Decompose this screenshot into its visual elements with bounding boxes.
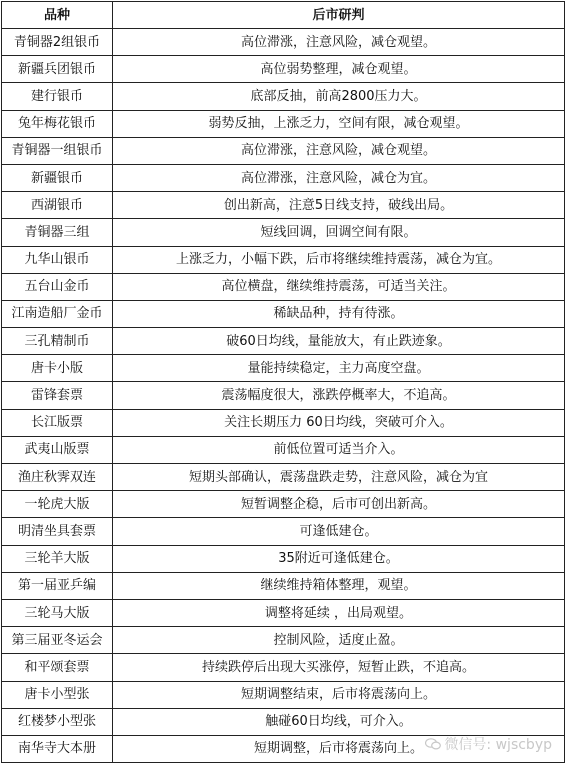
outlook-cell: 高位滞涨，注意风险，减仓观望。 [113,137,565,164]
table-row [2,29,565,56]
variety-cell: 第三届亚冬运会 [2,627,113,654]
outlook-cell: 高位弱势整理，减仓观望。 [113,56,565,83]
variety-cell: 新疆银币 [2,164,113,191]
table-row [2,110,565,137]
table-row [2,464,565,491]
outlook-cell: 高位横盘，继续维持震荡，可适当关注。 [113,273,565,300]
outlook-cell: 高位滞涨，注意风险，减仓观望。 [113,29,565,56]
variety-cell: 明清坐具套票 [2,518,113,545]
table-row [2,164,565,191]
variety-cell: 南华寺大本册 [2,735,113,762]
outlook-cell: 短暂调整企稳，后市可创出新高。 [113,491,565,518]
variety-cell: 建行银币 [2,83,113,110]
watermark [425,734,552,754]
table-row [2,273,565,300]
table-row [2,56,565,83]
outlook-cell: 短期调整结束，后市将震荡向上。 [113,681,565,708]
wechat-icon [425,738,441,750]
variety-cell: 渔庄秋霁双连 [2,464,113,491]
variety-cell: 三轮马大版 [2,599,113,626]
watermark-text: 微信号: wjscbyp [444,737,552,753]
outlook-cell: 短线回调，回调空间有限。 [113,219,565,246]
variety-cell: 西湖银币 [2,192,113,219]
outlook-cell: 短期调整，后市将震荡向上。 [113,735,565,762]
variety-cell: 青铜器一组银币 [2,137,113,164]
outlook-cell: 震荡幅度很大，涨跌停概率大，不追高。 [113,382,565,409]
variety-cell: 兔年梅花银币 [2,110,113,137]
table-row [2,599,565,626]
outlook-cell: 持续跌停后出现大买涨停，短暂止跌，不追高。 [113,654,565,681]
table-row [2,137,565,164]
outlook-cell: 调整将延续 ，出局观望。 [113,599,565,626]
table-row [2,436,565,463]
table-row [2,572,565,599]
variety-cell: 和平颂套票 [2,654,113,681]
variety-cell: 雷锋套票 [2,382,113,409]
outlook-cell: 触碰60日均线，可介入。 [113,708,565,735]
outlook-cell: 上涨乏力，小幅下跌，后市将继续维持震荡，减仓为宜。 [113,246,565,273]
outlook-cell: 35附近可逢低建仓。 [113,545,565,572]
variety-cell: 第一届亚乒编 [2,572,113,599]
variety-cell: 九华山银币 [2,246,113,273]
table-row [2,681,565,708]
outlook-cell: 控制风险，适度止盈。 [113,627,565,654]
header-row [2,2,565,29]
table-row [2,83,565,110]
variety-cell: 唐卡小型张 [2,681,113,708]
variety-cell: 一轮虎大版 [2,491,113,518]
table-row [2,708,565,735]
variety-cell: 三轮羊大版 [2,545,113,572]
market-outlook-table [1,1,565,763]
outlook-cell: 可逢低建仓。 [113,518,565,545]
table-row [2,382,565,409]
variety-cell: 江南造船厂金币 [2,300,113,327]
outlook-cell: 稀缺品种，持有待涨。 [113,300,565,327]
outlook-cell: 前低位置可适当介入。 [113,436,565,463]
variety-cell: 三孔精制币 [2,328,113,355]
table-row [2,409,565,436]
table-row [2,219,565,246]
table-row [2,491,565,518]
outlook-cell: 短期头部确认，震荡盘跌走势，注意风险，减仓为宜 [113,464,565,491]
table-row [2,518,565,545]
variety-cell: 青铜器三组 [2,219,113,246]
table-row [2,246,565,273]
header-outlook: 后市研判 [113,2,565,29]
table-row [2,654,565,681]
outlook-cell: 高位滞涨，注意风险，减仓为宜。 [113,164,565,191]
variety-cell: 五台山金币 [2,273,113,300]
variety-cell: 青铜器2组银币 [2,29,113,56]
outlook-cell: 关注长期压力 60日均线，突破可介入。 [113,409,565,436]
variety-cell: 新疆兵团银币 [2,56,113,83]
outlook-cell: 底部反抽，前高2800压力大。 [113,83,565,110]
table-row [2,355,565,382]
table-row [2,545,565,572]
variety-cell: 红楼梦小型张 [2,708,113,735]
outlook-cell: 创出新高，注意5日线支持，破线出局。 [113,192,565,219]
table-row [2,328,565,355]
table-row [2,627,565,654]
outlook-cell: 量能持续稳定，主力高度空盘。 [113,355,565,382]
table-row [2,300,565,327]
outlook-cell: 弱势反抽，上涨乏力，空间有限，减仓观望。 [113,110,565,137]
variety-cell: 唐卡小版 [2,355,113,382]
header-variety: 品种 [2,2,113,29]
outlook-cell: 继续维持箱体整理，观望。 [113,572,565,599]
table-row [2,192,565,219]
variety-cell: 长江版票 [2,409,113,436]
outlook-cell: 破60日均线，量能放大，有止跌迹象。 [113,328,565,355]
variety-cell: 武夷山版票 [2,436,113,463]
